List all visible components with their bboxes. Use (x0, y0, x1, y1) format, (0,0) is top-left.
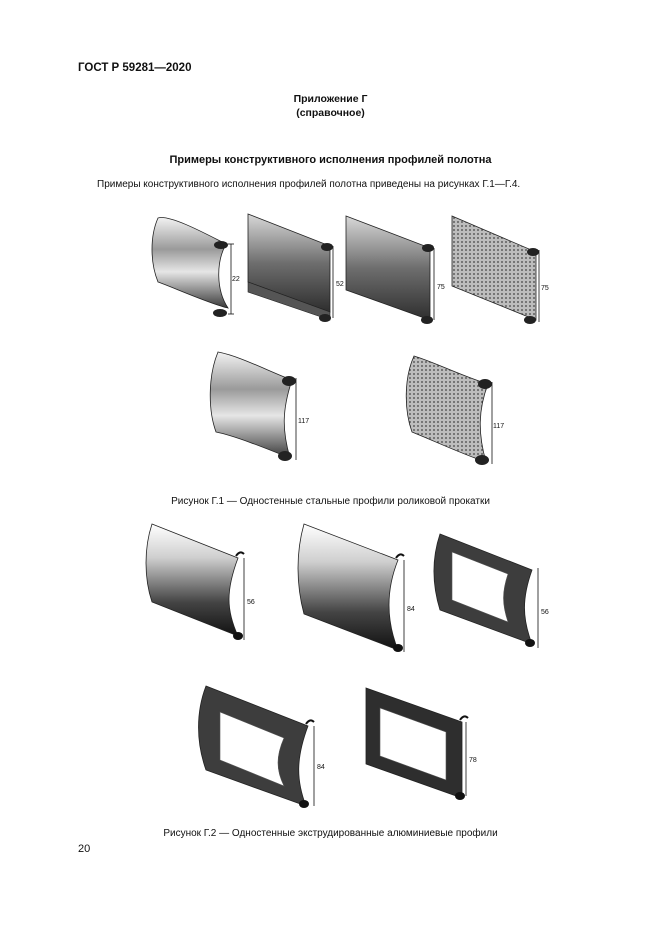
dim-label: 75 (437, 284, 445, 291)
profile-52 (248, 214, 344, 322)
profile-75-perforated (452, 216, 549, 324)
figure-1-caption: Рисунок Г.1 — Одностенные стальные профили роликовой прокатки (171, 496, 490, 507)
dim-label: 56 (247, 599, 255, 606)
dim-label: 75 (541, 285, 549, 292)
dim-label: 84 (317, 764, 325, 771)
appendix-subtitle: (справочное) (296, 107, 365, 119)
profile-84-solid (298, 524, 415, 652)
section-title: Примеры конструктивного исполнения профилей полотна (169, 154, 492, 166)
profile-84-window (199, 686, 325, 808)
dim-label: 78 (469, 757, 477, 764)
intro-paragraph: Примеры конструктивного исполнения профилей полотна приведены на рисунках Г.1—Г.4. (97, 179, 521, 190)
profile-78-window (366, 688, 477, 800)
dim-label: 117 (493, 423, 505, 430)
profile-56-window (434, 534, 549, 648)
document-header: ГОСТ Р 59281—2020 (78, 62, 192, 74)
profile-117-solid (210, 352, 309, 461)
dim-label: 56 (541, 609, 549, 616)
profile-117-perforated (406, 356, 504, 465)
dim-label: 84 (407, 606, 415, 613)
profile-75-solid (346, 216, 445, 324)
page-number: 20 (78, 843, 91, 855)
profile-22 (152, 218, 240, 317)
appendix-title: Приложение Г (293, 93, 368, 105)
figure-2-caption: Рисунок Г.2 — Одностенные экструдированные алюминиевые профили (163, 828, 498, 839)
dim-label: 117 (298, 418, 310, 425)
profile-56-solid (146, 524, 255, 640)
dim-label: 22 (232, 276, 240, 283)
dim-label: 52 (336, 281, 344, 288)
